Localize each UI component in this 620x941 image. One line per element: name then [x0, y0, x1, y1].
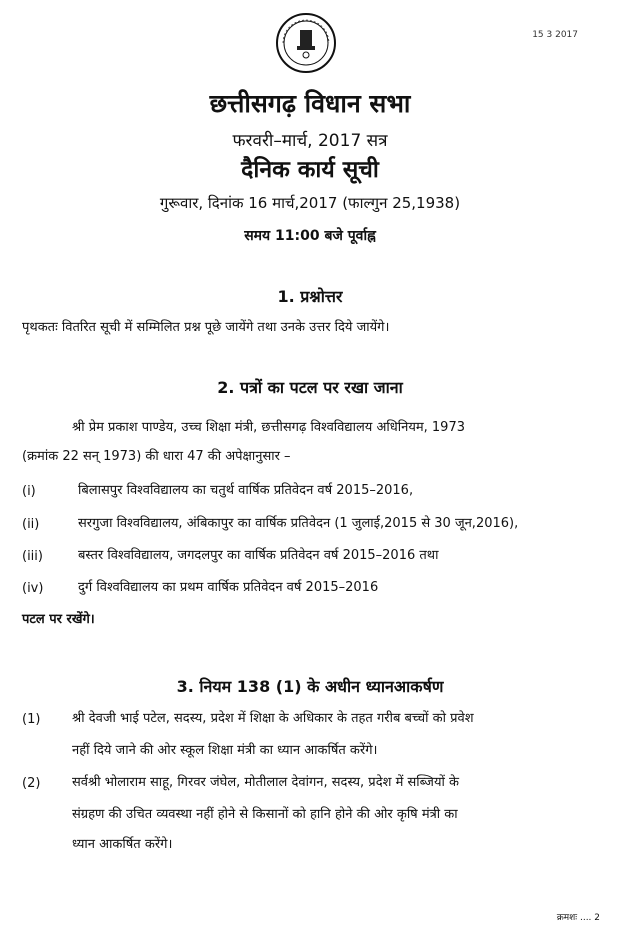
list-item-marker: (2) [22, 776, 41, 791]
list-item-marker: (iii) [22, 549, 43, 564]
list-item: बिलासपुर विश्वविद्यालय का चतुर्थ वार्षिक प्रतिवेदन वर्ष 2015–2016, [78, 483, 414, 498]
list-item-continuation: संग्रहण की उचित व्यवस्था नहीं होने से किसानों को हानि होने की ओर कृषि मंत्री का [72, 807, 458, 822]
agenda-title: दैनिक कार्य सूची [241, 157, 379, 183]
list-item: सर्वश्री भोलाराम साहू, गिरवर जंघेल, मोतीलाल देवांगन, सदस्य, प्रदेश में सब्जियों के [72, 775, 459, 790]
list-item-marker: (iv) [22, 581, 44, 596]
list-item: दुर्ग विश्वविद्यालय का प्रथम वार्षिक प्रतिवेदन वर्ष 2015–2016 [78, 580, 379, 595]
time-line: समय 11:00 बजे पूर्वाह्न [244, 228, 376, 244]
list-item-continuation: ध्यान आकर्षित करेंगे। [72, 837, 173, 852]
section-2-intro-line1: श्री प्रेम प्रकाश पाण्डेय, उच्च शिक्षा मंत्री, छत्तीसगढ़ विश्वविद्यालय अधिनियम, 1973 [72, 420, 465, 435]
assembly-emblem-icon [275, 12, 337, 74]
section-3-heading: 3. नियम 138 (1) के अधीन ध्यानआकर्षण [176, 677, 444, 696]
section-2-heading: 2. पत्रों का पटल पर रखा जाना [217, 378, 403, 397]
section-2-closing: पटल पर रखेंगे। [22, 612, 95, 627]
list-item: सरगुजा विश्वविद्यालय, अंबिकापुर का वार्षिक प्रतिवेदन (1 जुलाई,2015 से 30 जून,2016), [78, 516, 519, 531]
list-item-marker: (ii) [22, 517, 40, 532]
section-1-text: पृथकतः वितरित सूची में सम्मिलित प्रश्न पूछे जायेंगे तथा उनके उत्तर दिये जायेंगे। [22, 320, 390, 335]
list-item-marker: (1) [22, 712, 41, 727]
continued-footer: क्रमशः .... 2 [556, 913, 600, 923]
date-line: गुरूवार, दिनांक 16 मार्च,2017 (फाल्गुन 25,1938) [159, 194, 461, 212]
section-1-heading: 1. प्रश्नोत्तर [277, 287, 343, 306]
list-item-continuation: नहीं दिये जाने की ओर स्कूल शिक्षा मंत्री का ध्यान आकर्षित करेंगे। [72, 743, 378, 758]
session-line: फरवरी–मार्च, 2017 सत्र [232, 131, 388, 151]
page-title: छत्तीसगढ़ विधान सभा [209, 89, 411, 118]
date-stamp: 15 3 2017 [532, 30, 578, 40]
list-item: श्री देवजी भाई पटेल, सदस्य, प्रदेश में शिक्षा के अधिकार के तहत गरीब बच्चों को प्रवेश [72, 711, 474, 726]
section-2-intro-line2: (क्रमांक 22 सन् 1973) की धारा 47 की अपेक्षानुसार – [22, 449, 291, 464]
list-item: बस्तर विश्वविद्यालय, जगदलपुर का वार्षिक प्रतिवेदन वर्ष 2015–2016 तथा [78, 548, 439, 563]
list-item-marker: (i) [22, 484, 36, 499]
